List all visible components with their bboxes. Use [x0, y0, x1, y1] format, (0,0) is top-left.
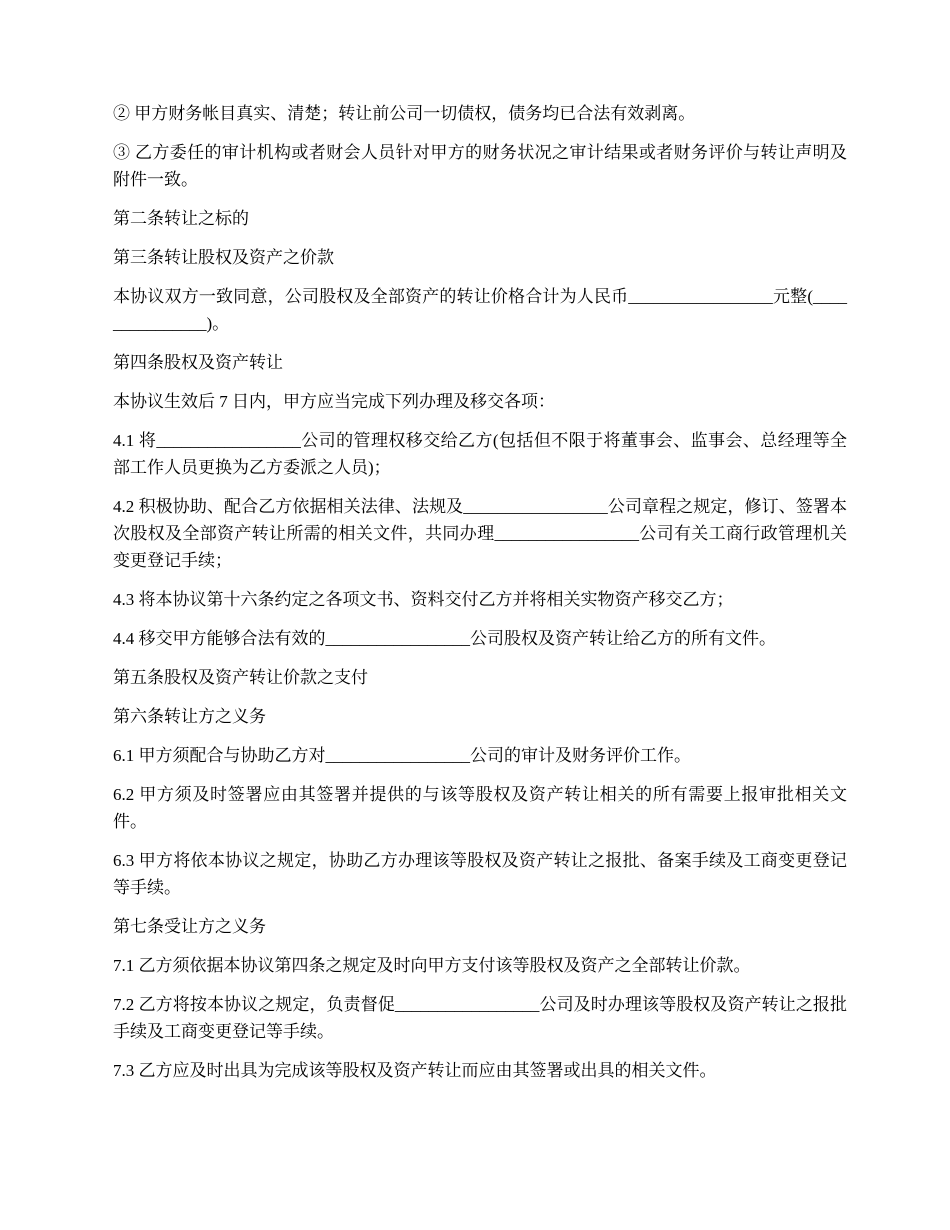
clause-6-3: 6.3 甲方将依本协议之规定，协助乙方办理该等股权及资产转让之报批、备案手续及工商变更登记等手续。 — [113, 851, 847, 897]
article-6-heading: 第六条转让方之义务 — [113, 707, 266, 726]
article-4-heading: 第四条股权及资产转让 — [113, 353, 283, 372]
clause-4-4: 4.4 移交甲方能够合法有效的_________________公司股权及资产转让给乙方的所有文件。 — [113, 629, 776, 648]
warranty-item-3: ③ 乙方委任的审计机构或者财会人员针对甲方的财务状况之审计结果或者财务评价与转让声明及附件一致。 — [113, 143, 847, 189]
clause-7-2: 7.2 乙方将按本协议之规定，负责督促_________________公司及时办理该等股权及资产转让之报批手续及工商变更登记等手续。 — [113, 995, 847, 1041]
warranty-item-2: ② 甲方财务帐目真实、清楚；转让前公司一切债权，债务均已合法有效剥离。 — [113, 104, 696, 123]
article-3-heading: 第三条转让股权及资产之价款 — [113, 248, 334, 267]
clause-4-2: 4.2 积极协助、配合乙方依据相关法律、法规及_________________公司章程之规定，修订、签署本次股权及全部资产转让所需的相关文件，共同办理_________________公司有关工商行政管理机关变更登记手续； — [113, 497, 847, 570]
clause-4-1: 4.1 将_________________公司的管理权移交给乙方(包括但不限于将董事会、监事会、总经理等全部工作人员更换为乙方委派之人员)； — [113, 431, 847, 477]
clause-6-2: 6.2 甲方须及时签署应由其签署并提供的与该等股权及资产转让相关的所有需要上报审批相关文件。 — [113, 785, 847, 831]
article-4-intro: 本协议生效后 7 日内，甲方应当完成下列办理及移交各项： — [113, 392, 555, 411]
clause-4-3: 4.3 将本协议第十六条约定之各项文书、资料交付乙方并将相关实物资产移交乙方； — [113, 590, 734, 609]
article-5-heading: 第五条股权及资产转让价款之支付 — [113, 668, 368, 687]
clause-7-3: 7.3 乙方应及时出具为完成该等股权及资产转让而应由其签署或出具的相关文件。 — [113, 1061, 717, 1080]
article-3-price-clause: 本协议双方一致同意，公司股权及全部资产的转让价格合计为人民币_________________元整(_______________)。 — [113, 287, 847, 333]
clause-6-1: 6.1 甲方须配合与协助乙方对_________________公司的审计及财务评价工作。 — [113, 746, 691, 765]
clause-7-1: 7.1 乙方须依据本协议第四条之规定及时向甲方支付该等股权及资产之全部转让价款。 — [113, 956, 751, 975]
article-2-heading: 第二条转让之标的 — [113, 209, 249, 228]
article-7-heading: 第七条受让方之义务 — [113, 917, 266, 936]
